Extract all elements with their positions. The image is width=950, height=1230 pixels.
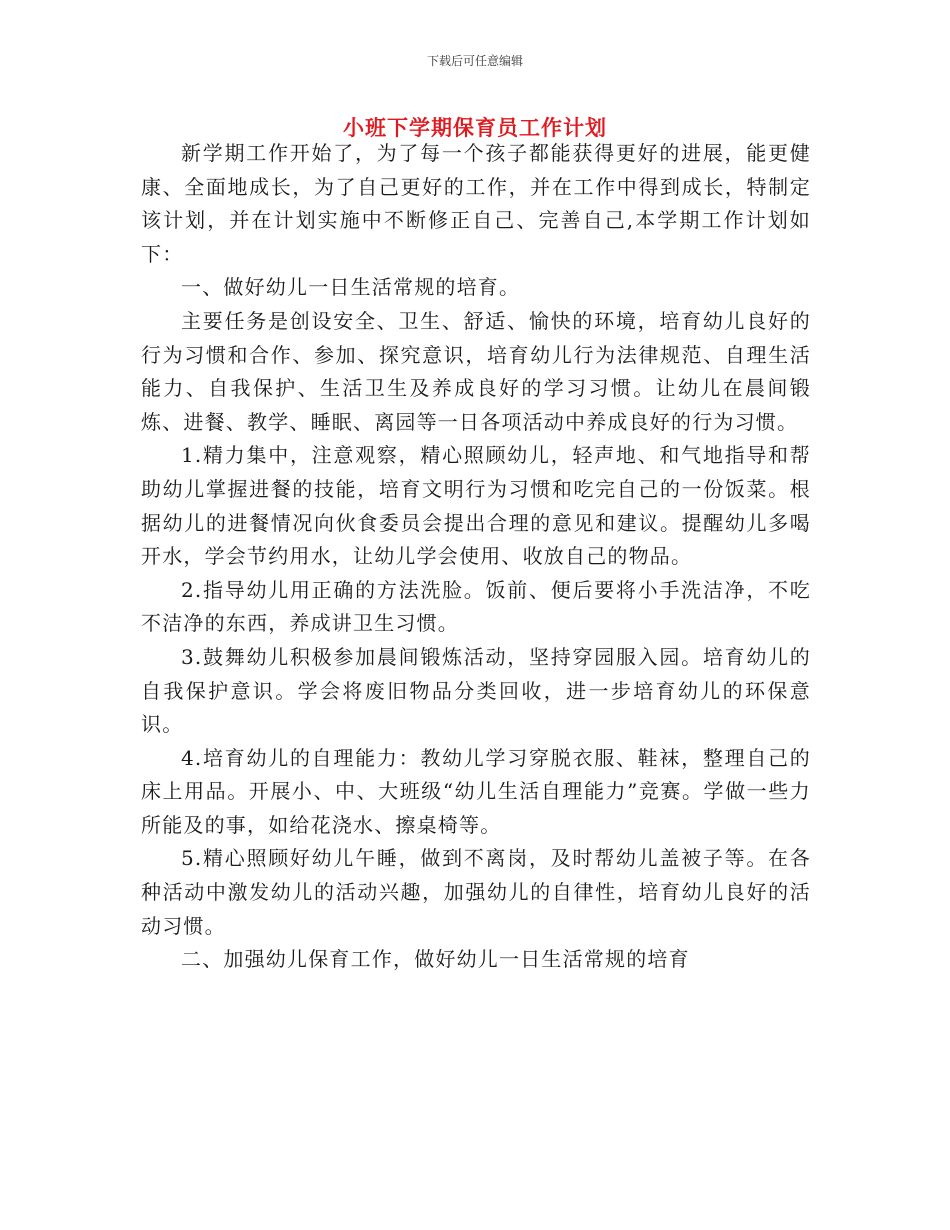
list-item-1: 1.精力集中，注意观察，精心照顾幼儿，轻声地、和气地指导和帮助幼儿掌握进餐的技能，培育文明行为习惯和吃完自己的一份饭菜。根据幼儿的进餐情况向伙食委员会提出合理的意见和建议。提醒幼儿多喝开水，学会节约用水，让幼儿学会使用、收放自己的物品。 xyxy=(141,443,811,569)
document-title: 小班下学期保育员工作计划 xyxy=(343,116,607,140)
list-item-4: 4.培育幼儿的自理能力：教幼儿学习穿脱衣服、鞋袜，整理自己的床上用品。开展小、中、大班级“幼儿生活自理能力”竞赛。学做一些力所能及的事，如给花浇水、擦桌椅等。 xyxy=(141,745,811,837)
section-heading-2: 二、加强幼儿保育工作，做好幼儿一日生活常规的培育 xyxy=(181,947,690,972)
paragraph-main-task: 主要任务是创设安全、卫生、舒适、愉快的环境，培育幼儿良好的行为习惯和合作、参加、探究意识，培育幼儿行为法律规范、自理生活能力、自我保护、生活卫生及养成良好的学习习惯。让幼儿在晨间锻炼、进餐、教学、睡眠、离园等一日各项活动中养成良好的行为习惯。 xyxy=(141,308,811,434)
section-heading-1: 一、做好幼儿一日生活常规的培育。 xyxy=(181,275,521,300)
header-note: 下载后可任意编辑 xyxy=(426,54,523,68)
paragraph-intro: 新学期工作开始了，为了每一个孩子都能获得更好的进展，能更健康、全面地成长，为了自己更好的工作，并在工作中得到成长，特制定该计划，并在计划实施中不断修正自己、完善自己,本学期工作计划如下： xyxy=(141,141,811,266)
list-item-5: 5.精心照顾好幼儿午睡，做到不离岗，及时帮幼儿盖被子等。在各种活动中激发幼儿的活动兴趣，加强幼儿的自律性，培育幼儿良好的活动习惯。 xyxy=(141,846,811,938)
list-item-2: 2.指导幼儿用正确的方法洗脸。饭前、便后要将小手洗洁净，不吃不洁净的东西，养成讲卫生习惯。 xyxy=(141,577,811,636)
document-body xyxy=(141,137,811,977)
list-item-3: 3.鼓舞幼儿积极参加晨间锻炼活动，坚持穿园服入园。培育幼儿的自我保护意识。学会将废旧物品分类回收，进一步培育幼儿的环保意识。 xyxy=(141,644,811,737)
